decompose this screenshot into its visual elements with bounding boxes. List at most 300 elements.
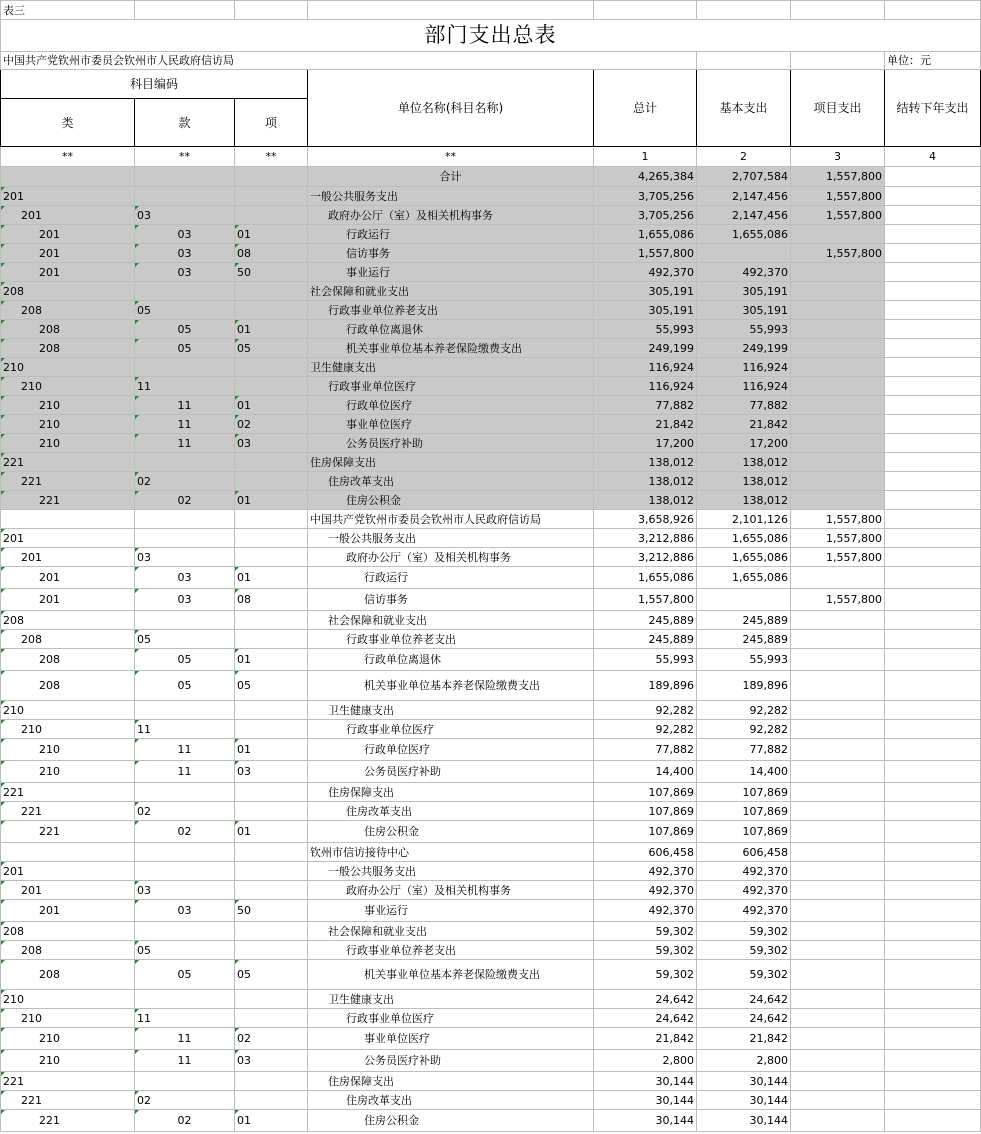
kuan-cell[interactable]: 03 [135,244,235,263]
kuan-cell[interactable] [135,922,235,941]
xiang-cell[interactable] [235,843,308,862]
project-cell[interactable]: 1,557,800 [791,548,885,567]
basic-cell[interactable] [697,589,791,611]
basic-cell[interactable]: 2,147,456 [697,187,791,206]
basic-cell[interactable]: 606,458 [697,843,791,862]
xiang-cell[interactable]: 05 [235,339,308,358]
xiang-cell[interactable] [235,990,308,1009]
total-cell[interactable]: 92,282 [594,720,697,739]
lei-cell[interactable]: 201 [1,263,135,282]
kuan-cell[interactable]: 11 [135,1009,235,1028]
subject-name-cell[interactable]: 社会保障和就业支出 [308,282,594,301]
lei-cell[interactable]: 201 [1,900,135,922]
carry-cell[interactable] [885,701,981,720]
subject-name-cell[interactable]: 行政事业单位养老支出 [308,941,594,960]
kuan-cell[interactable]: 11 [135,1028,235,1050]
basic-cell[interactable]: 30,144 [697,1072,791,1091]
project-cell[interactable] [791,843,885,862]
carry-cell[interactable] [885,783,981,802]
lei-cell[interactable]: 210 [1,434,135,453]
kuan-cell[interactable]: 03 [135,206,235,225]
kuan-cell[interactable]: 05 [135,960,235,990]
subject-name-cell[interactable]: 事业运行 [308,263,594,282]
basic-cell[interactable]: 59,302 [697,960,791,990]
project-cell[interactable]: 1,557,800 [791,589,885,611]
xiang-cell[interactable] [235,167,308,187]
subject-name-cell[interactable]: 行政事业单位医疗 [308,377,594,396]
kuan-cell[interactable] [135,510,235,529]
kuan-cell[interactable]: 02 [135,821,235,843]
basic-cell[interactable]: 492,370 [697,862,791,881]
lei-cell[interactable]: 208 [1,922,135,941]
total-cell[interactable]: 30,144 [594,1110,697,1132]
subject-name-cell[interactable]: 住房保障支出 [308,1072,594,1091]
xiang-cell[interactable]: 02 [235,415,308,434]
project-cell[interactable] [791,491,885,510]
subject-name-cell[interactable]: 公务员医疗补助 [308,434,594,453]
project-cell[interactable] [791,739,885,761]
kuan-cell[interactable] [135,358,235,377]
kuan-cell[interactable]: 02 [135,1110,235,1132]
total-cell[interactable]: 116,924 [594,358,697,377]
kuan-cell[interactable]: 02 [135,491,235,510]
project-cell[interactable] [791,649,885,671]
subject-name-cell[interactable]: 行政事业单位养老支出 [308,630,594,649]
project-cell[interactable] [791,567,885,589]
lei-header[interactable]: 类 [1,99,135,147]
xiang-cell[interactable] [235,377,308,396]
cell[interactable] [308,1,594,20]
basic-cell[interactable]: 59,302 [697,941,791,960]
project-cell[interactable] [791,1028,885,1050]
basic-cell[interactable]: 92,282 [697,720,791,739]
project-cell[interactable] [791,415,885,434]
total-cell[interactable]: 249,199 [594,339,697,358]
carry-cell[interactable] [885,548,981,567]
carry-cell[interactable] [885,630,981,649]
project-cell[interactable] [791,941,885,960]
lei-cell[interactable]: 210 [1,1028,135,1050]
xiang-cell[interactable]: 01 [235,225,308,244]
carry-cell[interactable] [885,415,981,434]
lei-cell[interactable]: 221 [1,453,135,472]
kuan-cell[interactable]: 02 [135,472,235,491]
basic-cell[interactable]: 30,144 [697,1091,791,1110]
kuan-cell[interactable]: 03 [135,589,235,611]
carry-cell[interactable] [885,649,981,671]
index-cell[interactable]: 2 [697,147,791,167]
xiang-cell[interactable] [235,701,308,720]
xiang-cell[interactable]: 08 [235,244,308,263]
lei-cell[interactable]: 210 [1,377,135,396]
kuan-cell[interactable] [135,843,235,862]
lei-cell[interactable]: 201 [1,244,135,263]
project-cell[interactable] [791,922,885,941]
lei-cell[interactable]: 201 [1,862,135,881]
basic-header[interactable]: 基本支出 [697,70,791,147]
lei-cell[interactable]: 201 [1,206,135,225]
project-cell[interactable]: 1,557,800 [791,244,885,263]
subject-name-cell[interactable]: 事业单位医疗 [308,415,594,434]
project-cell[interactable]: 1,557,800 [791,167,885,187]
total-cell[interactable]: 1,557,800 [594,244,697,263]
project-cell[interactable] [791,377,885,396]
kuan-cell[interactable]: 11 [135,1050,235,1072]
basic-cell[interactable]: 107,869 [697,783,791,802]
carry-cell[interactable] [885,1009,981,1028]
carry-cell[interactable] [885,320,981,339]
xiang-cell[interactable]: 02 [235,1028,308,1050]
carry-cell[interactable] [885,843,981,862]
lei-cell[interactable]: 208 [1,960,135,990]
basic-cell[interactable]: 138,012 [697,453,791,472]
carry-cell[interactable] [885,282,981,301]
carry-cell[interactable] [885,821,981,843]
lei-cell[interactable]: 210 [1,415,135,434]
carry-cell[interactable] [885,167,981,187]
total-cell[interactable]: 305,191 [594,301,697,320]
kuan-cell[interactable]: 03 [135,263,235,282]
carry-cell[interactable] [885,187,981,206]
xiang-cell[interactable]: 01 [235,320,308,339]
total-cell[interactable]: 107,869 [594,802,697,821]
subject-name-cell[interactable]: 钦州市信访接待中心 [308,843,594,862]
total-cell[interactable]: 138,012 [594,453,697,472]
project-cell[interactable] [791,821,885,843]
project-header[interactable]: 项目支出 [791,70,885,147]
project-cell[interactable] [791,1091,885,1110]
unit-name-header[interactable]: 单位名称(科目名称) [308,70,594,147]
kuan-cell[interactable] [135,990,235,1009]
kuan-cell[interactable] [135,529,235,548]
cell[interactable] [885,1,981,20]
kuan-cell[interactable] [135,783,235,802]
cell[interactable] [697,52,791,70]
carry-cell[interactable] [885,960,981,990]
project-cell[interactable] [791,611,885,630]
index-cell[interactable]: ** [308,147,594,167]
carry-cell[interactable] [885,881,981,900]
project-cell[interactable] [791,900,885,922]
xiang-cell[interactable]: 01 [235,821,308,843]
project-cell[interactable] [791,301,885,320]
total-cell[interactable]: 3,705,256 [594,187,697,206]
project-cell[interactable] [791,1050,885,1072]
basic-cell[interactable]: 30,144 [697,1110,791,1132]
carry-cell[interactable] [885,453,981,472]
kuan-cell[interactable]: 05 [135,941,235,960]
xiang-cell[interactable]: 50 [235,263,308,282]
xiang-cell[interactable]: 05 [235,671,308,701]
lei-cell[interactable]: 208 [1,649,135,671]
total-cell[interactable]: 24,642 [594,1009,697,1028]
lei-cell[interactable]: 210 [1,720,135,739]
total-cell[interactable]: 55,993 [594,320,697,339]
basic-cell[interactable]: 116,924 [697,377,791,396]
kuan-cell[interactable] [135,862,235,881]
index-cell[interactable]: 4 [885,147,981,167]
basic-cell[interactable]: 59,302 [697,922,791,941]
subject-name-cell[interactable]: 机关事业单位基本养老保险缴费支出 [308,960,594,990]
lei-cell[interactable]: 208 [1,339,135,358]
subject-name-cell[interactable]: 政府办公厅（室）及相关机构事务 [308,881,594,900]
total-cell[interactable]: 3,212,886 [594,548,697,567]
carry-cell[interactable] [885,611,981,630]
total-cell[interactable]: 3,705,256 [594,206,697,225]
project-cell[interactable]: 1,557,800 [791,529,885,548]
basic-cell[interactable]: 189,896 [697,671,791,701]
lei-cell[interactable]: 208 [1,671,135,701]
total-cell[interactable]: 1,655,086 [594,225,697,244]
carry-cell[interactable] [885,1028,981,1050]
basic-cell[interactable]: 1,655,086 [697,567,791,589]
basic-cell[interactable]: 245,889 [697,630,791,649]
subject-name-cell[interactable]: 事业单位医疗 [308,1028,594,1050]
xiang-cell[interactable] [235,881,308,900]
xiang-cell[interactable] [235,630,308,649]
xiang-cell[interactable] [235,1009,308,1028]
basic-cell[interactable]: 107,869 [697,821,791,843]
project-cell[interactable] [791,630,885,649]
basic-cell[interactable]: 2,147,456 [697,206,791,225]
total-cell[interactable]: 55,993 [594,649,697,671]
carry-cell[interactable] [885,720,981,739]
lei-cell[interactable]: 221 [1,1091,135,1110]
project-cell[interactable] [791,783,885,802]
lei-cell[interactable]: 210 [1,358,135,377]
cell[interactable] [791,1,885,20]
xiang-cell[interactable] [235,941,308,960]
total-cell[interactable]: 245,889 [594,630,697,649]
lei-cell[interactable]: 208 [1,282,135,301]
kuan-cell[interactable]: 03 [135,881,235,900]
project-cell[interactable] [791,263,885,282]
lei-cell[interactable]: 210 [1,1009,135,1028]
carry-header[interactable]: 结转下年支出 [885,70,981,147]
total-cell[interactable]: 1,655,086 [594,567,697,589]
subject-name-cell[interactable]: 住房公积金 [308,821,594,843]
total-cell[interactable]: 17,200 [594,434,697,453]
project-cell[interactable] [791,960,885,990]
xiang-cell[interactable] [235,783,308,802]
xiang-cell[interactable] [235,206,308,225]
lei-cell[interactable]: 221 [1,472,135,491]
project-cell[interactable] [791,320,885,339]
project-cell[interactable] [791,862,885,881]
lei-cell[interactable]: 221 [1,783,135,802]
cell[interactable] [135,1,235,20]
kuan-cell[interactable] [135,187,235,206]
subject-name-cell[interactable]: 政府办公厅（室）及相关机构事务 [308,548,594,567]
xiang-cell[interactable]: 01 [235,491,308,510]
lei-cell[interactable]: 221 [1,1072,135,1091]
basic-cell[interactable]: 21,842 [697,415,791,434]
xiang-cell[interactable] [235,282,308,301]
xiang-cell[interactable] [235,1072,308,1091]
project-cell[interactable] [791,1110,885,1132]
xiang-cell[interactable] [235,301,308,320]
subject-name-cell[interactable]: 一般公共服务支出 [308,529,594,548]
lei-cell[interactable]: 201 [1,567,135,589]
lei-cell[interactable]: 208 [1,611,135,630]
carry-cell[interactable] [885,510,981,529]
subject-name-cell[interactable]: 事业运行 [308,900,594,922]
lei-cell[interactable]: 201 [1,881,135,900]
xiang-cell[interactable] [235,510,308,529]
lei-cell[interactable]: 208 [1,630,135,649]
basic-cell[interactable]: 138,012 [697,472,791,491]
kuan-cell[interactable]: 03 [135,225,235,244]
kuan-cell[interactable] [135,453,235,472]
cell[interactable] [697,1,791,20]
lei-cell[interactable]: 210 [1,701,135,720]
xiang-cell[interactable] [235,611,308,630]
xiang-cell[interactable] [235,862,308,881]
project-cell[interactable] [791,339,885,358]
project-cell[interactable] [791,1009,885,1028]
total-cell[interactable]: 3,212,886 [594,529,697,548]
kuan-cell[interactable]: 05 [135,671,235,701]
project-cell[interactable] [791,720,885,739]
kuan-cell[interactable]: 11 [135,396,235,415]
kuan-cell[interactable]: 11 [135,720,235,739]
total-cell[interactable]: 492,370 [594,900,697,922]
kuan-cell[interactable]: 05 [135,649,235,671]
basic-cell[interactable]: 1,655,086 [697,529,791,548]
total-cell[interactable]: 606,458 [594,843,697,862]
page-title[interactable]: 部门支出总表 [1,20,981,52]
lei-cell[interactable]: 201 [1,529,135,548]
kuan-cell[interactable] [135,1072,235,1091]
index-cell[interactable]: 3 [791,147,885,167]
xiang-cell[interactable] [235,529,308,548]
total-cell[interactable]: 138,012 [594,491,697,510]
total-cell[interactable]: 21,842 [594,1028,697,1050]
subject-name-cell[interactable]: 信访事务 [308,244,594,263]
total-cell[interactable]: 116,924 [594,377,697,396]
carry-cell[interactable] [885,301,981,320]
carry-cell[interactable] [885,529,981,548]
xiang-cell[interactable] [235,358,308,377]
total-cell[interactable]: 77,882 [594,739,697,761]
basic-cell[interactable]: 1,655,086 [697,548,791,567]
subject-name-cell[interactable]: 中国共产党钦州市委员会钦州市人民政府信访局 [308,510,594,529]
carry-cell[interactable] [885,990,981,1009]
kuan-cell[interactable]: 03 [135,548,235,567]
subject-name-cell[interactable]: 行政事业单位医疗 [308,720,594,739]
total-cell[interactable]: 24,642 [594,990,697,1009]
carry-cell[interactable] [885,922,981,941]
subject-name-cell[interactable]: 行政运行 [308,225,594,244]
kuan-cell[interactable]: 11 [135,415,235,434]
xiang-header[interactable]: 项 [235,99,308,147]
xiang-cell[interactable] [235,187,308,206]
project-cell[interactable] [791,396,885,415]
carry-cell[interactable] [885,862,981,881]
subject-name-cell[interactable]: 住房公积金 [308,1110,594,1132]
index-cell[interactable]: ** [1,147,135,167]
carry-cell[interactable] [885,225,981,244]
xiang-cell[interactable]: 01 [235,1110,308,1132]
basic-cell[interactable]: 55,993 [697,320,791,339]
lei-cell[interactable]: 210 [1,990,135,1009]
subject-name-cell[interactable]: 信访事务 [308,589,594,611]
carry-cell[interactable] [885,434,981,453]
lei-cell[interactable]: 210 [1,761,135,783]
carry-cell[interactable] [885,761,981,783]
project-cell[interactable] [791,701,885,720]
basic-cell[interactable]: 24,642 [697,1009,791,1028]
basic-cell[interactable]: 305,191 [697,282,791,301]
basic-cell[interactable]: 17,200 [697,434,791,453]
total-cell[interactable]: 492,370 [594,881,697,900]
total-cell[interactable]: 189,896 [594,671,697,701]
basic-cell[interactable]: 2,800 [697,1050,791,1072]
xiang-cell[interactable]: 03 [235,761,308,783]
carry-cell[interactable] [885,1091,981,1110]
project-cell[interactable] [791,881,885,900]
xiang-cell[interactable] [235,1091,308,1110]
carry-cell[interactable] [885,263,981,282]
subject-name-cell[interactable]: 一般公共服务支出 [308,187,594,206]
basic-cell[interactable]: 77,882 [697,739,791,761]
total-cell[interactable]: 30,144 [594,1072,697,1091]
project-cell[interactable] [791,472,885,491]
total-cell[interactable]: 4,265,384 [594,167,697,187]
basic-cell[interactable]: 92,282 [697,701,791,720]
project-cell[interactable] [791,1072,885,1091]
xiang-cell[interactable]: 50 [235,900,308,922]
subject-name-cell[interactable]: 合计 [308,167,594,187]
basic-cell[interactable]: 245,889 [697,611,791,630]
subject-name-cell[interactable]: 机关事业单位基本养老保险缴费支出 [308,339,594,358]
carry-cell[interactable] [885,377,981,396]
carry-cell[interactable] [885,1110,981,1132]
subject-name-cell[interactable]: 行政单位医疗 [308,739,594,761]
lei-cell[interactable]: 208 [1,320,135,339]
lei-cell[interactable] [1,510,135,529]
subject-code-header[interactable]: 科目编码 [1,70,308,99]
cell[interactable] [594,1,697,20]
subject-name-cell[interactable]: 住房公积金 [308,491,594,510]
xiang-cell[interactable]: 03 [235,434,308,453]
kuan-cell[interactable]: 03 [135,567,235,589]
subject-name-cell[interactable]: 行政单位离退休 [308,649,594,671]
basic-cell[interactable]: 492,370 [697,881,791,900]
lei-cell[interactable]: 201 [1,589,135,611]
basic-cell[interactable]: 492,370 [697,900,791,922]
xiang-cell[interactable]: 01 [235,567,308,589]
basic-cell[interactable]: 24,642 [697,990,791,1009]
kuan-cell[interactable] [135,282,235,301]
kuan-cell[interactable] [135,611,235,630]
subject-name-cell[interactable]: 公务员医疗补助 [308,761,594,783]
sheet-label[interactable]: 表三 [1,1,135,20]
project-cell[interactable] [791,282,885,301]
subject-name-cell[interactable]: 住房保障支出 [308,783,594,802]
basic-cell[interactable]: 2,707,584 [697,167,791,187]
subject-name-cell[interactable]: 行政事业单位养老支出 [308,301,594,320]
subject-name-cell[interactable]: 卫生健康支出 [308,701,594,720]
carry-cell[interactable] [885,472,981,491]
kuan-cell[interactable]: 11 [135,739,235,761]
carry-cell[interactable] [885,358,981,377]
basic-cell[interactable]: 305,191 [697,301,791,320]
subject-name-cell[interactable]: 公务员医疗补助 [308,1050,594,1072]
total-cell[interactable]: 59,302 [594,922,697,941]
xiang-cell[interactable]: 03 [235,1050,308,1072]
xiang-cell[interactable] [235,472,308,491]
